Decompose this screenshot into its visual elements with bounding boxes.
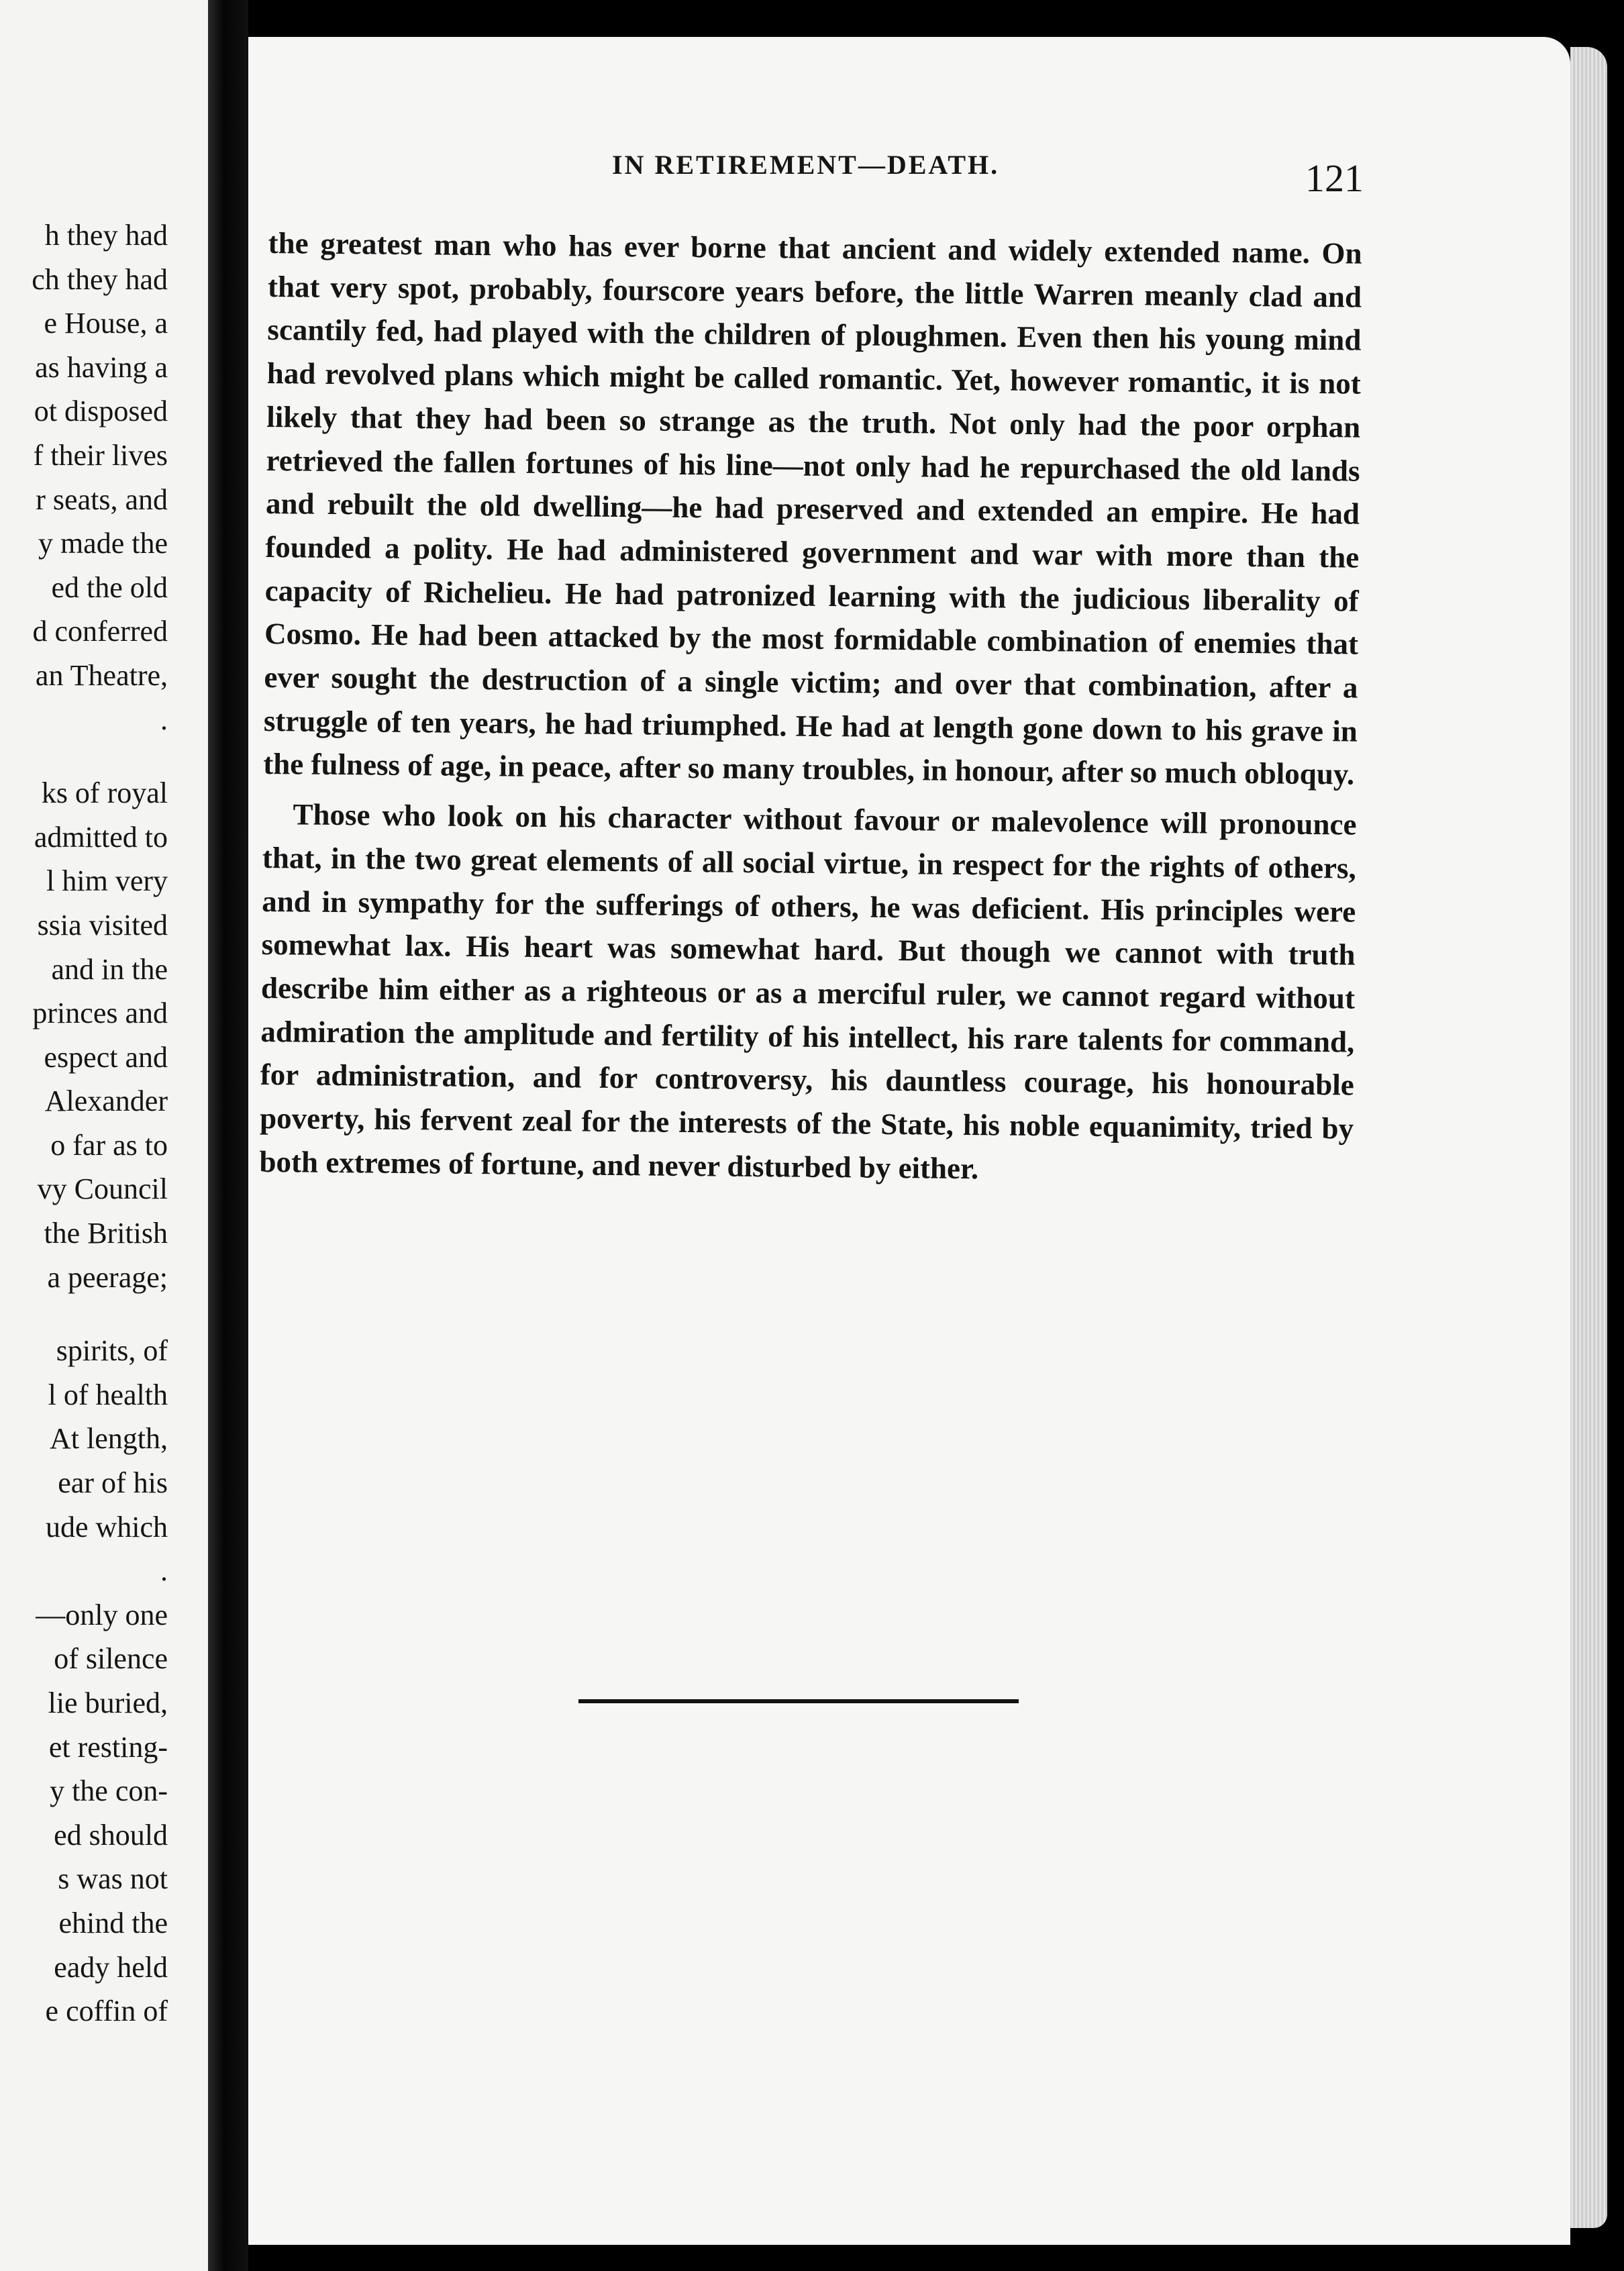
left-page-line: s was not xyxy=(58,1862,168,1896)
left-page-line: Alexander xyxy=(44,1084,168,1118)
left-page-line: as having a xyxy=(35,350,168,384)
left-page-fragment xyxy=(0,0,208,2271)
page-edges xyxy=(1570,47,1607,2228)
left-page-line: eady held xyxy=(54,1950,168,1984)
left-page-line: princes and xyxy=(32,997,168,1030)
left-page-line: ed the old xyxy=(51,570,168,604)
left-page-line: ehind the xyxy=(58,1906,168,1939)
left-page-line xyxy=(32,742,168,771)
left-page-line: ks of royal xyxy=(41,776,168,810)
left-page-line: espect and xyxy=(44,1040,168,1074)
left-page-line: ear of his xyxy=(58,1466,168,1500)
left-page-text xyxy=(32,213,168,2033)
left-page-line: e coffin of xyxy=(45,1995,168,2028)
left-page-line: d conferred xyxy=(32,615,168,648)
left-page-line: f their lives xyxy=(33,438,168,472)
page-number: 121 xyxy=(1305,156,1364,200)
left-page-line: an Theatre, xyxy=(35,658,168,692)
left-page-line: At length, xyxy=(50,1422,168,1456)
left-page-line: y made the xyxy=(38,527,168,560)
left-page-line: —only one xyxy=(36,1598,168,1631)
left-page-line: a peerage; xyxy=(47,1260,168,1294)
paragraph: Those who look on his character without favour or malevolence will pronounce that, in the two great elements of all social virtue, in respect for the rights of others, and in sympathy for the sufferings of others, he was deficient. His principles were somewhat lax. His heart was somewhat hard. But though we cannot with truth describe him either as a righteous or as a merciful ruler, we cannot regard without admiration the amplitude and fertility of his intellect, his rare talents for command, for administration, and for controversy, his dauntless courage, his honourable poverty, his fervent zeal for the interests of the State, his noble equanimity, tried by both extremes of fortune, and never disturbed by either. xyxy=(259,797,1357,1185)
left-page-line: . xyxy=(160,1554,168,1588)
left-page-line: ssia visited xyxy=(37,908,168,942)
book-gutter xyxy=(208,0,248,2271)
left-page-line: ch they had xyxy=(32,262,168,296)
left-page-line: r seats, and xyxy=(36,483,168,516)
left-page-line: . xyxy=(160,703,168,736)
left-page-line: ude which xyxy=(45,1510,168,1544)
left-page-line: the British xyxy=(44,1217,168,1250)
paragraph: the greatest man who has ever borne that ancient and widely extended name. On that very spot, probably, fourscore years before, the little Warren meanly clad and scantily fed, had played with the children of ploughmen. Even then his young mind had revolved plans which might be called romantic. Yet, however romantic, it is not likely that they had been so strange as the truth. Not only had the poor orphan retrieved the fallen fortunes of his line—not only had he repurchased the old lands and rebuilt the old dwelling—he had preserved and extended an empire. He had founded a polity. He had administered government and war with more than the capacity of Richelieu. He had patronized learning with the judicious liberality of Cosmo. He had been attacked by the most formidable combination of enemies that ever sought the destruction of a single victim; and over that combination, after a struggle of ten years, he had triumphed. He had at length gone down to his grave in the fulness of age, in peace, after so many troubles, in honour, after so much obloquy. xyxy=(262,225,1362,792)
left-page-line: y the con- xyxy=(50,1774,168,1808)
left-page-line xyxy=(32,1299,168,1329)
left-page-line: spirits, of xyxy=(56,1334,168,1368)
left-page-line: l him very xyxy=(46,864,168,898)
left-page-line: et resting- xyxy=(48,1730,168,1764)
left-page-line: ot disposed xyxy=(34,395,168,428)
left-page-line: and in the xyxy=(51,952,168,986)
left-page-line: lie buried, xyxy=(48,1686,168,1719)
left-page-line: of silence xyxy=(54,1642,168,1676)
left-page-line: ed should xyxy=(54,1818,168,1852)
left-page-line: o far as to xyxy=(50,1128,168,1162)
left-page-line: l of health xyxy=(48,1378,168,1411)
left-page-line: vy Council xyxy=(37,1172,168,1206)
left-page-line: h they had xyxy=(44,219,168,252)
running-head: IN RETIREMENT—DEATH. xyxy=(612,150,1000,180)
section-end-rule xyxy=(578,1699,1019,1703)
left-page-line: e House, a xyxy=(44,307,168,340)
body-text xyxy=(259,221,1362,1194)
left-page-line: admitted to xyxy=(34,820,168,854)
